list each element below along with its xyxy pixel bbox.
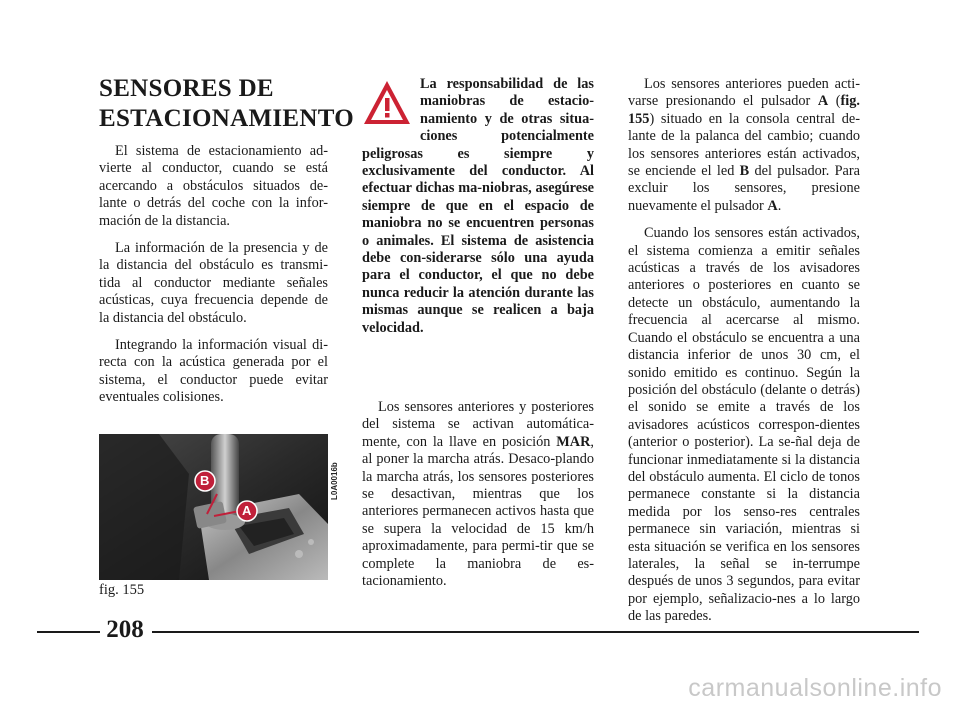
intro-paragraph-2: La información de la presencia y de la distancia del obstáculo es transmi-tida al conductor mediante señales acústicas, cuya frecuencia depende de la distancia del obstáculo. — [99, 240, 328, 326]
sensors-paragraph-2: Cuando los sensores están activados, el sistema comienza a emitir señales acústicas a través de los avisadores anteriores o posteriores en cuanto se detecte un obstáculo, aumentando la frecuencia al acercarse al mismo. Cuando el obstáculo se encuentra a una distancia inferior de unos 30 cm, el sonido emitido es continuo. Según la posición del obstáculo (delante o detrás) el sonido se emite a través de los avisadores acústicos correspon-dientes (anterior o posterior). La se-ñal deja de funcionar inmediatamente si la distancia del obstáculo aumenta. El ciclo de tonos permanece constante si la distancia medida por los senso-res centrales permanece sin variación, mientras si esta situación se verifica en los sensores laterales, la señal se in-terrumpe después de unos 3 segundos, para evitar por ejemplo, señalizacio-nes a lo largo de las paredes. — [628, 225, 860, 625]
button-ref-a-2: A — [767, 197, 778, 214]
gear-console-illustration — [99, 434, 328, 580]
warning-block — [362, 76, 594, 337]
figure-code: L0A0016b — [330, 462, 339, 500]
title-line-2: ESTACIONAMIENTO — [99, 105, 355, 132]
console-photo — [99, 434, 328, 580]
sensors-text-c: ) situado en la consola central de-lante de la palanca del cambio; cuando los sensores anteriores están activados, se enciende el led — [628, 110, 860, 180]
sensors-text-b: ( — [828, 93, 841, 110]
button-ref-a: A — [817, 93, 829, 110]
title-line-1: SENSORES DE — [99, 75, 274, 102]
page-title — [99, 74, 355, 134]
footer-rule-left — [37, 631, 100, 633]
sensors-text-a: Los sensores anteriores pueden acti-varse presionando el pulsador — [628, 76, 860, 110]
sensors-paragraph-1 — [628, 76, 860, 215]
sensors-column — [628, 76, 860, 636]
page-number: 208 — [106, 616, 144, 643]
activation-text-b: , al poner la marcha atrás. Desaco-plando la marcha atrás, los sensores posteriores se desactivan, mientras que los anteriores permanecen activos hasta que se supera la velocidad de 15 km/h aproximadamente, para permi-tir que se complete la maniobra de es-tacionamiento. — [362, 433, 594, 590]
badge-a-label: A — [242, 503, 252, 518]
sensors-text-d: del pulsador. Para excluir los sensores, presione nuevamente el pulsador — [628, 163, 860, 214]
sensors-text-e: . — [777, 197, 782, 214]
warning-icon — [362, 78, 412, 128]
intro-paragraph-3: Integrando la información visual di-recta con la acústica generada por el sistema, el conductor puede evitar eventuales colisiones. — [99, 337, 328, 406]
footer-rule-right — [152, 631, 919, 633]
intro-column — [99, 143, 328, 417]
badge-b-label: B — [200, 473, 210, 488]
key-position-mar: MAR — [556, 433, 591, 450]
figure-reference: fig. 155 — [628, 93, 860, 127]
activation-column — [362, 399, 594, 600]
activation-text-a: Los sensores anteriores y posteriores del sistema se activan automática-mente, con la llave en posición — [362, 399, 594, 450]
figure-caption: fig. 155 — [99, 582, 145, 598]
intro-paragraph-1: El sistema de estacionamiento ad-vierte al conductor, cuando se está acercando a obstáculos situados de-lante o detrás del coche con la infor-mación de la distancia. — [99, 143, 328, 229]
warning-text: La responsabilidad de las maniobras de estacio-namiento y de otras situa-ciones potencialmente peligrosas es siempre y exclusivamente del conductor. Al efectuar dichas ma-niobras, asegúrese siempre de que en el espacio de maniobra no se encuentren personas o animales. El sistema de asistencia debe con-siderarse sólo una ayuda para el conductor, el que no debe nunca reducir la atención durante las mismas aunque se realicen a baja velocidad. — [362, 76, 594, 336]
led-ref-b: B — [739, 163, 750, 180]
watermark: carmanualsonline.info — [688, 674, 942, 702]
activation-paragraph — [362, 399, 594, 590]
